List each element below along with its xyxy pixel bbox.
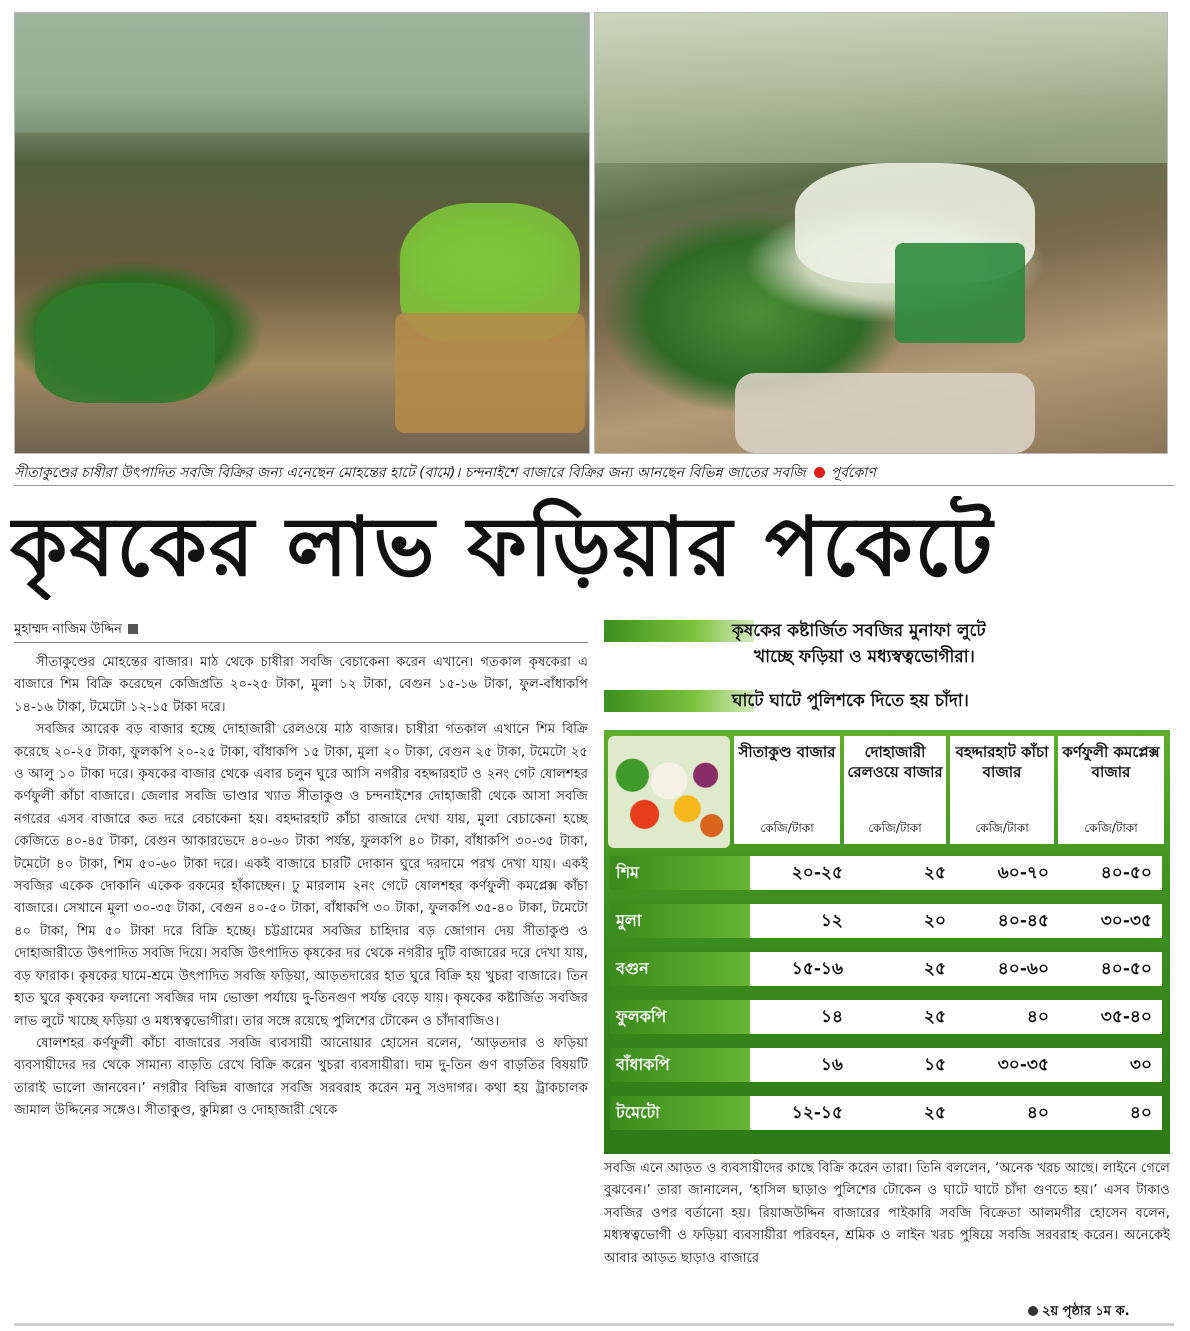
table-cell: ২৫ (923, 1007, 946, 1027)
red-dot-icon (814, 467, 825, 478)
paragraph: সীতাকুণ্ডের মোহন্তের বাজার। মাঠ থেকে চাষীরা সবজি বেচাকেনা করেন এখানে। গতকাল কৃষকেরা এ বাজারে শিম বিক্রি করেছেন কেজিপ্রতি ২০-২৫ টাকা, মুলা ১২ টাকা, বেগুন ১৫-১৬ টাকা, ফুল-বাঁধাকপি ১৪-১৬ টাকা, টমেটো ১২-১৫ টাকা দরে। (14, 655, 588, 715)
price-table (604, 730, 1170, 1154)
column-header (950, 736, 1054, 844)
table-cell: ৪০-৫০ (1100, 863, 1152, 883)
row-cells (750, 1096, 1162, 1130)
byline-author: মুহাম্মদ নাজিম উদ্দিন (14, 622, 122, 637)
column-name: কর্ণফুলী কমপ্লেক্স বাজার (1062, 743, 1160, 781)
table-cell: ২৫ (923, 863, 946, 883)
column-unit: কেজি/টাকা (1084, 821, 1138, 835)
highlight-line: ঘাটে ঘাটে পুলিশকে দিতে হয় চাঁদা। (732, 691, 969, 711)
table-cell: ৪০ (1129, 1103, 1152, 1123)
vegetables-icon (608, 736, 730, 848)
column-name: বহদ্দারহাট কাঁচা বাজার (955, 743, 1049, 781)
highlight-2 (604, 688, 1180, 716)
sky-area (15, 13, 590, 133)
column-unit: কেজি/টাকা (760, 821, 814, 835)
table-row (610, 1048, 1162, 1082)
article-body-left (14, 652, 588, 1318)
table-cell: ১৫ (923, 1055, 946, 1075)
table-cell: ১২-১৫ (791, 1103, 843, 1123)
column-header (1058, 736, 1164, 844)
column-name: দোহাজারী রেলওয়ে বাজার (847, 743, 943, 781)
byline-rule (14, 642, 588, 643)
basket (395, 313, 585, 433)
row-label: বগুন (610, 952, 750, 986)
highlight-line: খাচ্ছে ফড়িয়া ও মধ্যস্বত্বভোগীরা। (754, 647, 975, 667)
green-basket (895, 243, 1025, 343)
paragraph: ষোলশহর কর্ণফুলী কাঁচা বাজারের সবজি ব্যবসায়ী আনোয়ার হোসেন বলেন, ‘আড়তদার ও ফড়িয়া ব্যবসায়ীদের দর থেকে সামান্য বাড়তি রেখে বিক্রি করেন খুচরা ব্যবসায়ীরা। দাম দু-তিন গুণ বাড়তির বিষয়টি তারাই ভালো জানবেন।’ নগরীর বিভিন্ন বাজারে সবজি সরবরাহ করেন মনু সওদাগর। কথা হয় ট্রাকচালক জামাল উদ্দিনের সঙ্গেও। সীতাকুণ্ড, কুমিল্লা ও দোহাজারী থেকে (14, 1035, 588, 1119)
caption-text: সীতাকুণ্ডের চাষীরা উৎপাদিত সবজি বিক্রির জন্য এনেছেন মোহন্তের হাটে (বামে)। চন্দনাইশে বাজারে বিক্রির জন্য আনছেন বিভিন্ন জাতের সবজি (14, 465, 806, 481)
market-photo (14, 12, 590, 454)
row-label: শিম (610, 856, 750, 890)
table-cell: ২৫ (923, 959, 946, 979)
column-name: সীতাকুণ্ড বাজার (738, 743, 836, 761)
headline: কৃষকের লাভ ফড়িয়ার পকেটে (10, 500, 995, 595)
row-label: মুলা (610, 904, 750, 938)
column-header (844, 736, 946, 844)
table-cell: ১৬ (820, 1055, 843, 1075)
row-cells (750, 856, 1162, 890)
table-cell: ৩০-৩৫ (1100, 911, 1152, 931)
row-cells (750, 1048, 1162, 1082)
table-row (610, 1096, 1162, 1130)
article-body-right: সবজি এনে আড়ত ও ব্যবসায়ীদের কাছে বিক্রি করেন তারা। তিনি বললেন, ‘অনেক খরচ আছে। লাইনে গেলে বুঝবেন।’ তারা জানালেন, ‘হাসিল ছাড়াও পুলিশের টোকেন ও ঘাটে ঘাটে চাঁদা গুণতে হয়।’ এসব টাকাও সবজির ওপর বর্তানো হয়। রিয়াজউদ্দিন বাজারের পাইকারি সবজি বিক্রেতা আলমগীর হোসেন বলেন, মধ্যস্বত্বভোগী ও ফড়িয়া ব্যবসায়ীরা পরিবহন, শ্রমিক ও লাইন খরচ পুষিয়ে সবজি সরবরাহ করেন। অনেকেই আবার আড়ত ছাড়াও বাজারে (604, 1161, 1170, 1266)
row-label: টমেটো (610, 1096, 750, 1130)
continuation-text: ২য় পৃষ্ঠার ১ম ক. (1042, 1304, 1130, 1319)
row-cells (750, 1000, 1162, 1034)
row-label: ফুলকপি (610, 1000, 750, 1034)
photo-caption (14, 460, 1174, 486)
column-unit: কেজি/টাকা (868, 821, 922, 835)
table-cell: ১২ (820, 911, 843, 931)
table-row (610, 856, 1162, 890)
paragraph: সবজির আরেক বড় বাজার হচ্ছে দোহাজারী রেলওয়ে মাঠ বাজার। চাষীরা গতকাল এখানে শিম বিক্রি করেছে ২০-২৫ টাকা, ফুলকপি ২০-২৫ টাকা, বাঁধাকপি ১৫ টাকা, মুলা ২০ টাকা, বেগুন ২৫ টাকা, টমেটো ২৫ ও আলু ১০ টাকা দরে। কৃষকের বাজার থেকে এবার চলুন ঘুরে আসি নগরীর বহদ্দারহাট ও ২নং গেট ষোলশহর কর্ণফুলী কাঁচা বাজারে। জেলার সবজি ভাণ্ডার খ্যাত সীতাকুণ্ড ও চন্দনাইশের দোহাজারী থেকে আসা সবজি নগরের এসব বাজারে কত দরে বেচাকেনা হয়। বহদ্দারহাট কাঁচা বাজারে দেখা যায়, মুলা বেচাকেনা হচ্ছে কেজিতে ৪০-৪৫ টাকা, বেগুন আকারভেদে ৪০-৬০ টাকা পর্যন্ত, ফুলকপি ৪০ টাকা, বাঁধাকপি ৩০-৩৫ টাকা, টমেটো ৪০ টাকা, শিম ৫০-৬০ টাকা দরে। একই বাজারে চারটি দোকান ঘুরে দরদামে পরখ দেখা যায়। একই সবজির একেক দোকানি একেক রকমের হাঁকাচ্ছেন। ঢু মারলাম ২নং গেটে ষোলশহর কর্ণফুলী কমপ্লেক্স কাঁচা বাজারে। সেখানে মুলা ৩০-৩৫ টাকা, বেগুন ৪০-৫০ টাকা, বাঁধাকপি ৩০ টাকা, ফুলকপি ৩৫-৪০ টাকা, টমেটো ৪০ টাকা, শিম ৫০ টাকা দরে বিক্রি হচ্ছে। চট্টগ্রামের সবজির চাহিদার বড় জোগান দেয় সীতাকুণ্ড ও দোহাজারীতে উৎপাদিত সবজি দিয়ে। সবজি উৎপাদিত কৃষকের দর থেকে নগরীর দুটি বাজারের দরে দেখা যায়, বড় ফারাক। কৃষকের ঘামে-শ্রমে উৎপাদিত সবজি ফড়িয়া, আড়তদারের হাত ঘুরে বিক্রি হয় খুচরা বাজারে। তিন হাত ঘুরে কৃষকের ফলানো সবজির দাম ভোক্তা পর্যায়ে দু-তিনগুণ পর্যন্ত বেড়ে যায়। কৃষকের কষ্টার্জিত সবজির লাভ লুটে খাচ্ছে ফড়িয়া ও মধ্যস্বত্বভোগীরা। তার সঙ্গে রয়েছে পুলিশের টোকেন ও চাঁদাবাজিও। (14, 722, 588, 1029)
continuation-note (1028, 1302, 1130, 1323)
table-cell: ৪০-৪৫ (997, 911, 1049, 931)
row-cells (750, 952, 1162, 986)
table-cell: ৪০ (1026, 1103, 1049, 1123)
table-row (610, 904, 1162, 938)
table-cell: ৬০-৭০ (997, 863, 1049, 883)
table-cell: ১৫-১৬ (791, 959, 843, 979)
table-row (610, 952, 1162, 986)
table-cell: ২৫ (923, 1103, 946, 1123)
greens-pile (35, 283, 215, 403)
byline (14, 620, 138, 641)
column-header (734, 736, 840, 844)
table-cell: ৪০-৫০ (1100, 959, 1152, 979)
table-cell: ৩৫-৪০ (1100, 1007, 1152, 1027)
row-label: বাঁধাকপি (610, 1048, 750, 1082)
bullet-icon (1028, 1306, 1038, 1316)
row-cells (750, 904, 1162, 938)
highlight-line: কৃষকের কষ্টার্জিত সবজির মুনাফা লুটে (732, 621, 986, 641)
footer-rule (14, 1323, 1174, 1326)
table-row (610, 1000, 1162, 1034)
caption-credit: পূর্বকোণ (830, 465, 876, 481)
river-area (595, 13, 1168, 163)
column-unit: কেজি/টাকা (975, 821, 1029, 835)
table-cell: ৪০-৬০ (997, 959, 1049, 979)
table-cell: ২০-২৫ (791, 863, 843, 883)
square-icon (128, 624, 138, 634)
table-cell: ৩০-৩৫ (997, 1055, 1049, 1075)
table-cell: ৩০ (1129, 1055, 1152, 1075)
table-cell: ১৪ (820, 1007, 843, 1027)
table-cell: ২০ (923, 911, 946, 931)
table-cell: ৪০ (1026, 1007, 1049, 1027)
sandbags (735, 373, 1035, 453)
highlight-1 (604, 618, 1180, 674)
boat-ghat-photo (594, 12, 1168, 454)
